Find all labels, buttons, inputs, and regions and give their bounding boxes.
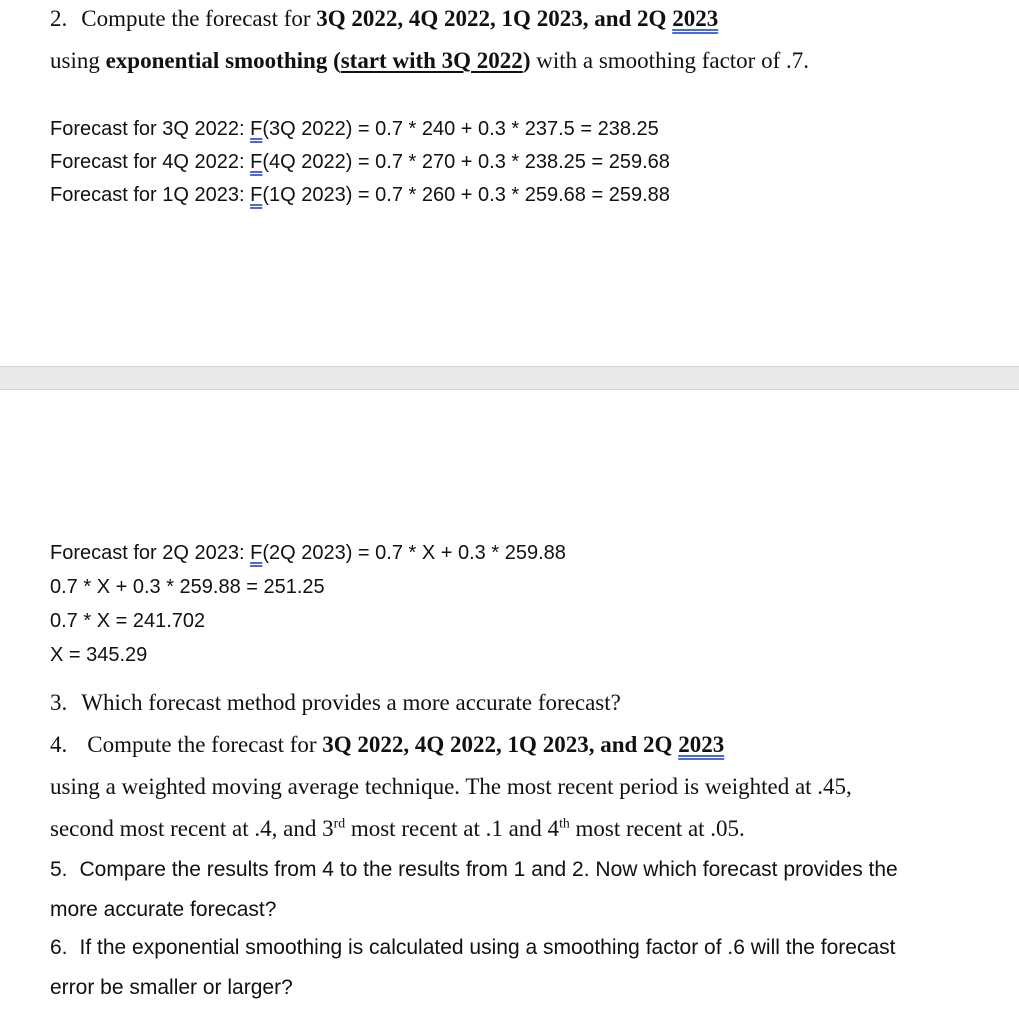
- calc-line-2: Forecast for 4Q 2022: F(4Q 2022) = 0.7 * 270 + 0.3 * 238.25 = 259.68: [50, 151, 670, 173]
- q2-line-1: 2. Compute the forecast for 3Q 2022, 4Q 2022, 1Q 2023, and 2Q 2023: [50, 6, 719, 31]
- page-break-divider: [0, 366, 1019, 390]
- calc2-eq1: 0.7 * X + 0.3 * 259.88 = 251.25: [50, 576, 325, 598]
- q2-number: 2.: [50, 6, 68, 31]
- calc-line-1: Forecast for 3Q 2022: F(3Q 2022) = 0.7 * 240 + 0.3 * 237.5 = 238.25: [50, 118, 659, 140]
- q5-line-2: more accurate forecast?: [50, 898, 277, 921]
- q6-number: 6.: [50, 936, 68, 959]
- q4-number: 4.: [50, 732, 68, 757]
- q4-line-2: using a weighted moving average technique. The most recent period is weighted at .45,: [50, 774, 852, 799]
- q6-line-1: 6. If the exponential smoothing is calculated using a smoothing factor of .6 will the forecast: [50, 936, 896, 959]
- q2-line-2: using exponential smoothing (start with 3Q 2022) with a smoothing factor of .7.: [50, 48, 809, 73]
- calc-line-3: Forecast for 1Q 2023: F(1Q 2023) = 0.7 * 260 + 0.3 * 259.68 = 259.88: [50, 184, 670, 206]
- calc2-eq2: 0.7 * X = 241.702: [50, 610, 206, 632]
- q4-line-3: second most recent at .4, and 3rd most recent at .1 and 4th most recent at .05.: [50, 815, 745, 841]
- q5-number: 5.: [50, 858, 68, 881]
- q3-line: 3. Which forecast method provides a more accurate forecast?: [50, 690, 621, 715]
- calc2-eq3: X = 345.29: [50, 644, 148, 666]
- q4-line-1: 4. Compute the forecast for 3Q 2022, 4Q 2022, 1Q 2023, and 2Q 2023: [50, 732, 725, 757]
- q3-number: 3.: [50, 690, 68, 715]
- q5-line-1: 5. Compare the results from 4 to the results from 1 and 2. Now which forecast provides the: [50, 858, 898, 881]
- calc2-line-1: Forecast for 2Q 2023: F(2Q 2023) = 0.7 * X + 0.3 * 259.88: [50, 542, 566, 564]
- q6-line-2: error be smaller or larger?: [50, 976, 293, 999]
